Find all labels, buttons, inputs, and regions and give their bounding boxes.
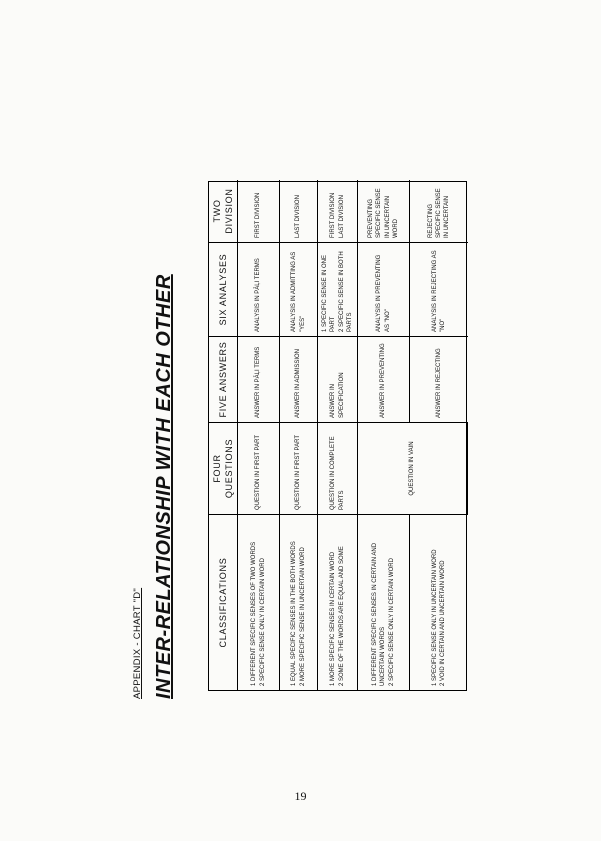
- row3-analysis: [318, 242, 358, 336]
- row1-answer: ANSWER IN PĀḶI TERMS: [238, 336, 280, 422]
- row3-analysis-line1: 1 SPECIFIC SENSE IN ONE PART: [321, 254, 336, 332]
- row2-division: LAST DIVISION: [280, 180, 318, 242]
- row3-answer: ANSWER IN SPECIFICATION: [318, 336, 358, 422]
- rotated-chart-content: [126, 131, 476, 711]
- row4-classifications: [358, 514, 410, 690]
- row3-analysis-line2: 2 SPECIFIC SENSE IN BOTH PARTS: [338, 250, 353, 332]
- header-two-division: TWO DIVISION: [209, 180, 238, 242]
- appendix-subtitle: APPENDIX - CHART "D": [131, 587, 143, 699]
- header-six-analyses: SIX ANALYSES: [209, 242, 238, 336]
- row1-classifications: [238, 514, 280, 690]
- row3-class-line1: 1 MORE SPECIFIC SENSES IN CERTAIN WORD: [329, 551, 336, 686]
- row1-class-line2: 2 SPECIFIC SENSE ONLY IN CERTAIN WORD: [259, 557, 265, 686]
- header-four-questions: FOUR QUESTIONS: [209, 422, 238, 514]
- row3-question: QUESTION IN COMPLETE PARTS: [318, 422, 358, 514]
- row2-class-line2: 2 MORE SPECIFIC SENSE IN UNCERTAIN WORD: [299, 546, 305, 686]
- row2-analysis: ANALYSIS IN ADMITTING AS "YES": [280, 242, 318, 336]
- row3-division-line1: FIRST DIVISION: [329, 192, 336, 238]
- row4-division: PREVENTING SPECIFIC SENSE IN UNCERTAIN WORD: [358, 180, 410, 242]
- row2-classifications: [280, 514, 318, 690]
- row4-answer: ANSWER IN PREVENTING: [358, 336, 410, 422]
- chart-title: INTER-RELATIONSHIP WITH EACH OTHER: [152, 273, 175, 699]
- row5-class-line2: 2 VOID IN CERTAIN AND UNCERTAIN WORD: [439, 559, 446, 686]
- row5-division: REJECTING SPECIFIC SENSE IN UNCERTAIN: [427, 187, 450, 238]
- row3-division: [318, 180, 358, 242]
- row3-division-line2: LAST DIVISION: [338, 194, 344, 238]
- row2-question: QUESTION IN FIRST PART: [280, 422, 318, 514]
- page-number: 19: [294, 789, 307, 803]
- row4-class-line1: 1 DIFFERENT SPECIFIC SENSES IN CERTAIN AND UNCERTAIN WORDS: [371, 542, 386, 686]
- row4-analysis: ANALYSIS IN PREVENTING AS "NO": [358, 242, 410, 336]
- row1-class-line1: 1 DIFFERENT SPECIFIC SENSES OF TWO WORDS: [250, 541, 257, 686]
- row1-question: QUESTION IN FIRST PART: [238, 422, 280, 514]
- header-five-answers: FIVE ANSWERS: [209, 336, 238, 422]
- header-classifications: CLASSIFICATIONS: [209, 514, 238, 690]
- row5-class-line1: 1 SPECIFIC SENSE ONLY IN UNCERTAIN WORD: [431, 548, 438, 686]
- row3-classifications: [318, 514, 358, 690]
- row2-answer: ANSWER IN ADMISSION: [280, 336, 318, 422]
- relationship-table: [208, 181, 467, 691]
- row2-class-line1: 1 EQUAL SPECIFIC SENSES IN THE BOTH WORDS: [290, 540, 297, 686]
- row1-division: FIRST DIVISION: [238, 180, 280, 242]
- row4-class-line2: 2 SPECIFIC SENSE ONLY IN CERTAIN WORD: [388, 557, 395, 686]
- row1-analysis: ANALYSIS IN PĀḶI TERMS: [238, 242, 280, 336]
- merged-question-cell: QUESTION IN VAIN: [358, 422, 468, 514]
- row5-answer: ANSWER IN REJECTING: [410, 336, 468, 422]
- row5-classifications: [410, 514, 468, 690]
- row5-analysis: ANALYSIS IN REJECTING AS "NO": [410, 242, 468, 336]
- row3-class-line2: 2 SOME OF THE WORDS ARE EQUAL AND SOME: [338, 545, 344, 686]
